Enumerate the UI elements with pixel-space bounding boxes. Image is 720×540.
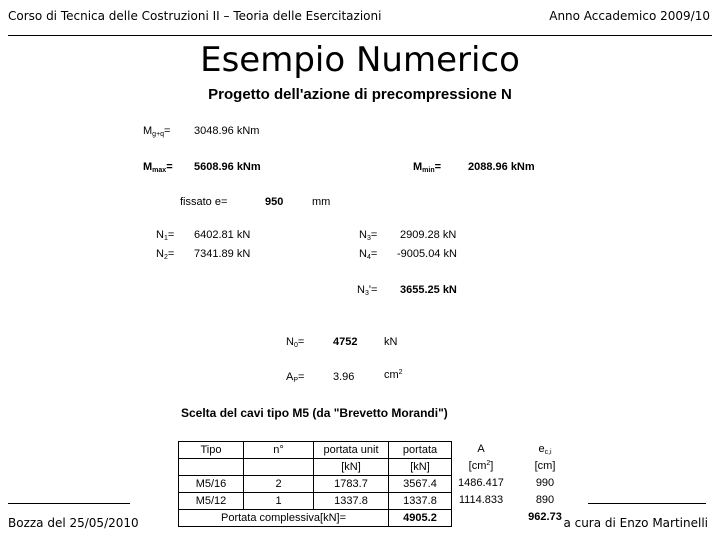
mmin-label: Mmin= — [413, 161, 442, 174]
table-total-row — [179, 510, 452, 527]
cables-title: Scelta del cavi tipo M5 (da "Brevetto Morandi") — [181, 406, 448, 420]
e-unit: [cm] — [534, 460, 556, 472]
n1-label: N1= — [156, 229, 175, 242]
header-portata-unit: portata unit — [314, 442, 389, 459]
table-row — [179, 476, 452, 493]
n0-label: N0= — [286, 336, 305, 349]
n3-prime-value: 3655.25 kN — [400, 284, 457, 296]
header-rule — [8, 35, 712, 36]
header-n: n° — [244, 442, 314, 459]
draft-date: Bozza del 25/05/2010 — [8, 516, 139, 530]
ap-value: 3.96 — [333, 371, 355, 383]
table-units-row — [179, 459, 452, 476]
cell-n: 1 — [244, 493, 314, 510]
a-value: 1486.417 — [458, 477, 504, 489]
mgq-label: Mg+q= — [143, 125, 171, 138]
course-title: Corso di Tecnica delle Costruzioni II – Teoria delle Esercitazioni — [8, 9, 382, 23]
cables-table — [178, 441, 452, 527]
n4-label: N4= — [359, 248, 378, 261]
ap-label: AP= — [286, 371, 305, 384]
cell-n: 2 — [244, 476, 314, 493]
eccentricity-label: fissato e= — [180, 196, 228, 208]
footer-rule-right — [588, 503, 706, 504]
total-value: 4905.2 — [389, 510, 452, 527]
ap-unit: $cm^2$ — [384, 369, 403, 381]
mgq-value: 3048.96 kNm — [194, 125, 260, 137]
eccentricity-value: 950 — [265, 196, 284, 208]
cell-tipo: M5/16 — [179, 476, 244, 493]
header-tipo: Tipo — [179, 442, 244, 459]
section-subtitle: Progetto dell'azione di precompressione N — [208, 86, 512, 103]
academic-year: Anno Accademico 2009/10 — [549, 9, 710, 23]
units-portata: [kN] — [389, 459, 452, 476]
e-value: 990 — [535, 477, 555, 489]
n0-unit: kN — [384, 336, 398, 348]
e-header: ec,i — [538, 443, 552, 456]
table-cell — [179, 459, 244, 476]
cell-portata: 1337.8 — [389, 493, 452, 510]
eccentricity-unit: mm — [312, 196, 331, 208]
units-portata-unit: [kN] — [314, 459, 389, 476]
n4-value: -9005.04 kN — [397, 248, 457, 260]
cell-portata: 3567.4 — [389, 476, 452, 493]
cell-portata-unit: 1337.8 — [314, 493, 389, 510]
n2-label: N2= — [156, 248, 175, 261]
header-portata: portata — [389, 442, 452, 459]
n2-value: 7341.89 kN — [194, 248, 251, 260]
table-row — [179, 493, 452, 510]
page-title: Esempio Numerico — [200, 40, 520, 80]
mmax-value: 5608.96 kNm — [194, 161, 261, 173]
n0-value: 4752 — [333, 336, 358, 348]
a-value: 1114.833 — [458, 494, 504, 506]
table-cell — [244, 459, 314, 476]
mmin-value: 2088.96 kNm — [468, 161, 535, 173]
a-header: A — [477, 443, 485, 455]
mmax-label: Mmax= — [143, 161, 173, 174]
e-value: 890 — [535, 494, 555, 506]
n1-value: 6402.81 kN — [194, 229, 251, 241]
cell-tipo: M5/12 — [179, 493, 244, 510]
footer-rule-left — [8, 503, 130, 504]
a-unit: $[cm^2]$ — [468, 460, 494, 472]
n3-value: 2909.28 kN — [400, 229, 457, 241]
cell-portata-unit: 1783.7 — [314, 476, 389, 493]
n3-prime-label: N3'= — [357, 284, 378, 297]
author: a cura di Enzo Martinelli — [563, 516, 708, 530]
table-header-row — [179, 442, 452, 459]
e-result: 962.73 — [528, 511, 562, 523]
n3-label: N3= — [359, 229, 378, 242]
total-label: Portata complessiva[kN]= — [179, 510, 389, 527]
